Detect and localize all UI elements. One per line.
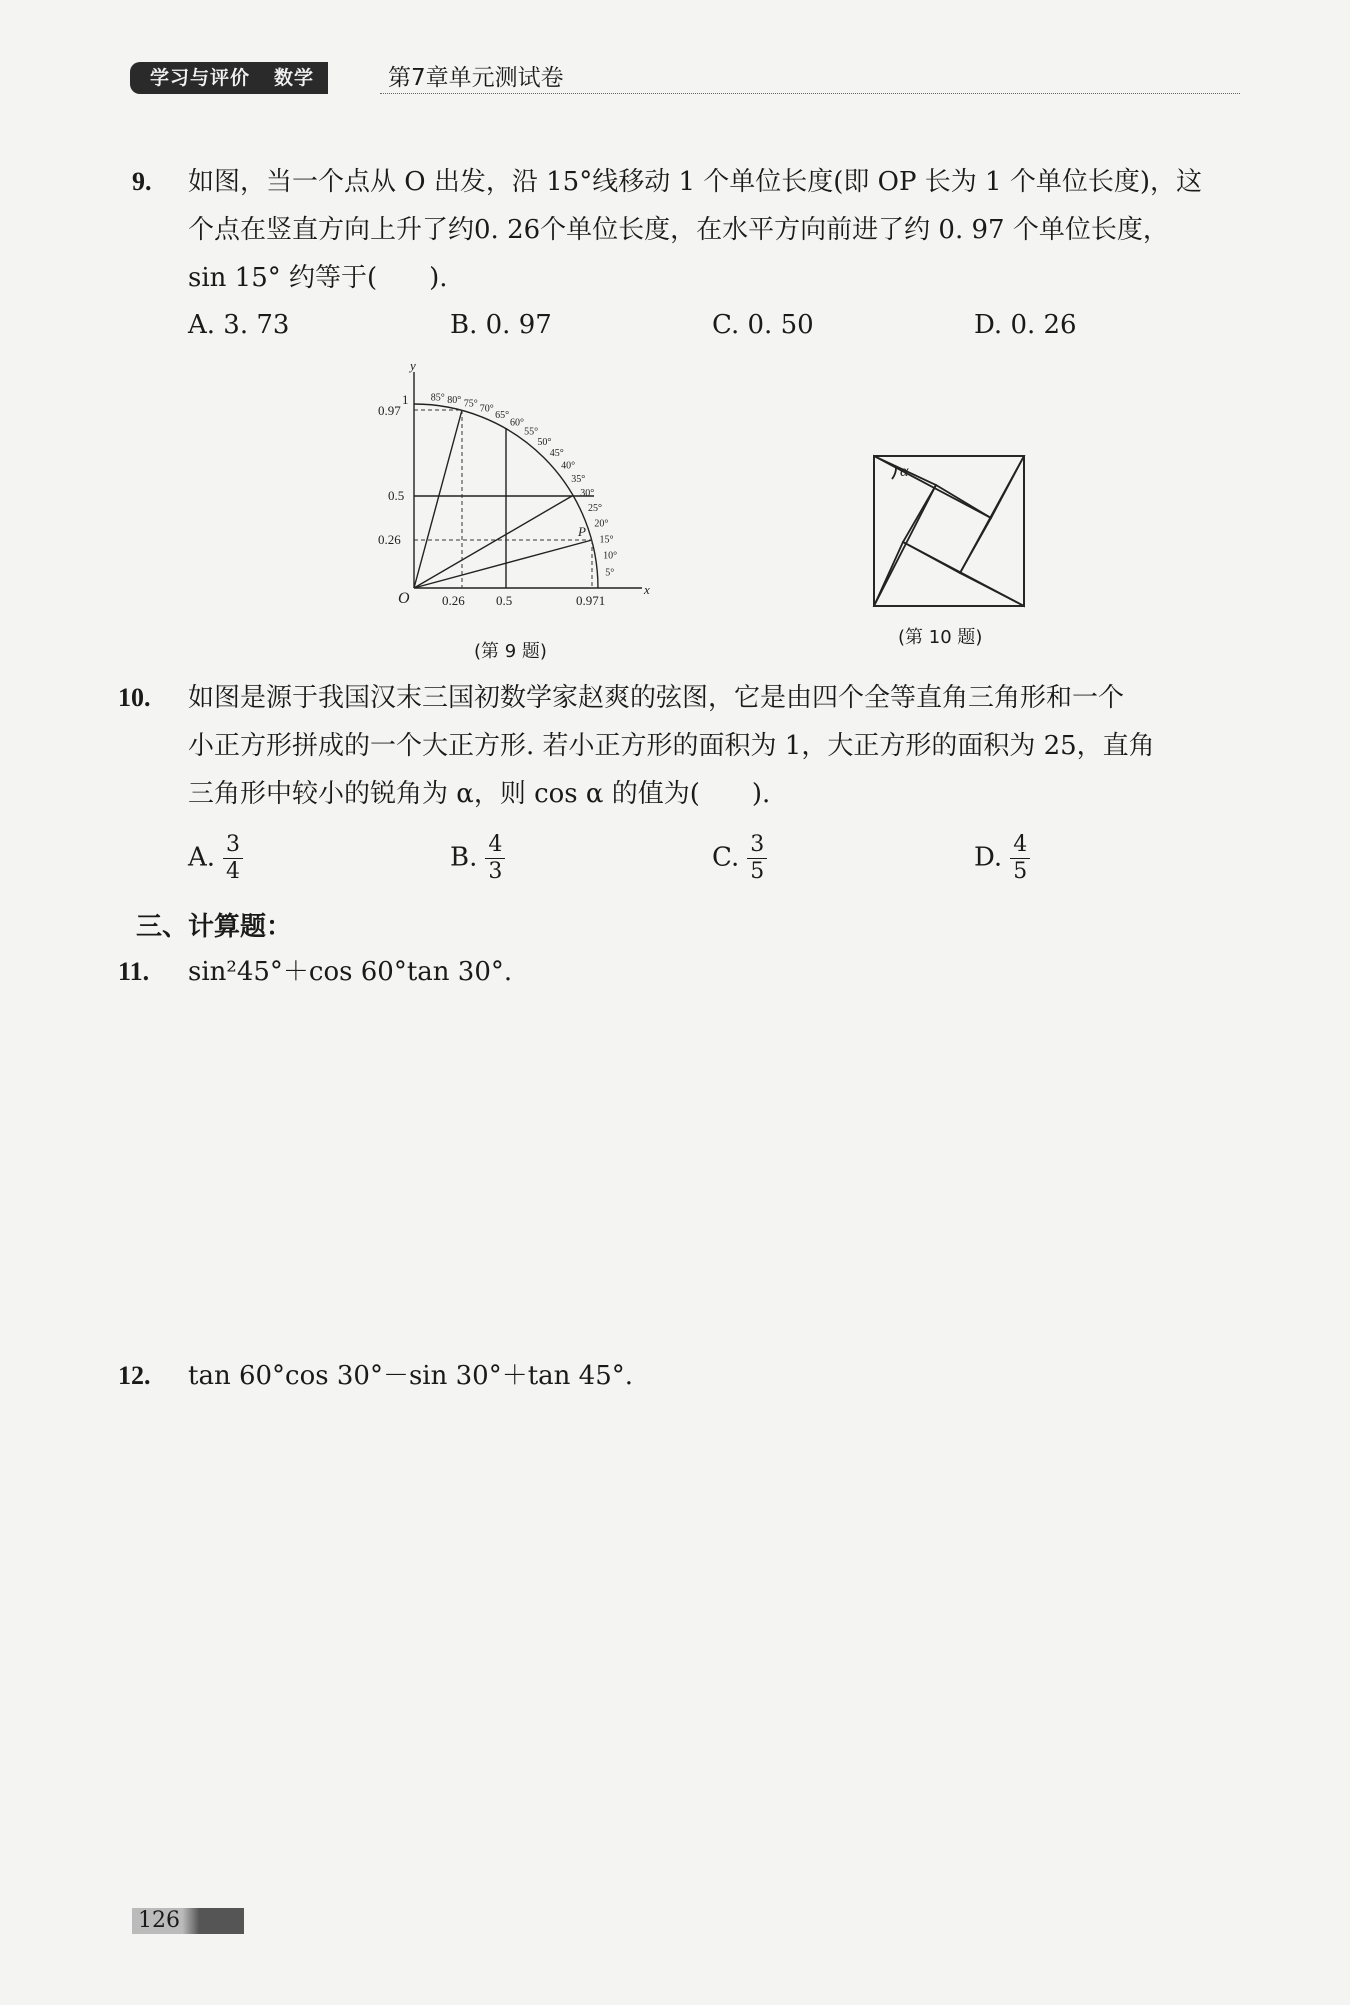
question-11-text: sin²45°＋cos 60°tan 30°.: [188, 957, 513, 987]
x-tick-0971: 0.971: [576, 593, 606, 608]
x-tick-026: 0.26: [442, 593, 465, 608]
option-b: B. 0. 97: [450, 310, 552, 340]
option-letter: D.: [974, 842, 1003, 873]
option-a: [188, 832, 243, 885]
angle-label: 10°: [603, 550, 618, 562]
angle-label: 70°: [479, 403, 494, 415]
question-10: [118, 674, 1250, 818]
chapter-title: 第7章单元测试卷: [388, 65, 564, 91]
angle-label: 15°: [599, 534, 614, 546]
numerator: 4: [1010, 832, 1030, 859]
question-11: [118, 948, 1250, 996]
alpha-label: α: [900, 463, 909, 480]
question-10-line-1: 如图是源于我国汉末三国初数学家赵爽的弦图，它是由四个全等直角三角形和一个: [188, 683, 1125, 713]
question-12-text: tan 60°cos 30°－sin 30°＋tan 45°.: [188, 1361, 634, 1391]
denominator: 3: [488, 859, 503, 884]
option-c: C. 0. 50: [712, 310, 814, 340]
question-number: 9.: [132, 167, 152, 196]
line-op: [414, 540, 592, 588]
large-square: [874, 456, 1024, 606]
book-tag: [130, 62, 328, 94]
numerator: 3: [747, 832, 767, 859]
option-d: D. 0. 26: [974, 310, 1077, 340]
option-a: A. 3. 73: [188, 310, 290, 340]
angle-label: 50°: [537, 436, 552, 448]
figure-9-caption: (第 9 题): [474, 641, 547, 662]
question-9-line-3: sin 15° 约等于( ).: [188, 263, 448, 293]
fraction: [223, 832, 243, 885]
y-tick-026: 0.26: [378, 532, 401, 547]
numerator: 4: [485, 832, 505, 859]
question-10-line-2: 小正方形拼成的一个大正方形. 若小正方形的面积为 1，大正方形的面积为 25，直角: [188, 731, 1155, 761]
angle-label: 5°: [605, 567, 615, 579]
option-b: [450, 832, 505, 885]
origin-label: O: [398, 590, 410, 607]
question-number: 10.: [118, 683, 151, 712]
angle-label: 75°: [463, 398, 478, 410]
figure-10-caption: (第 10 题): [898, 627, 983, 648]
denominator: 5: [1013, 859, 1028, 884]
option-letter: B.: [450, 842, 478, 873]
line-75: [414, 410, 462, 588]
subject-title: 数学: [274, 67, 315, 89]
y-tick-05: 0.5: [388, 488, 405, 503]
numerator: 3: [223, 832, 243, 859]
section-heading: 三、计算题：: [136, 912, 293, 942]
question-number: 12.: [118, 1361, 151, 1390]
angle-alpha-arc: [892, 467, 896, 479]
question-10-line-3: 三角形中较小的锐角为 α，则 cos α 的值为( ).: [188, 779, 771, 809]
y-tick-097: 0.97: [378, 403, 401, 418]
option-c: [712, 832, 767, 885]
point-p-label: P: [578, 524, 586, 539]
triangle-bottom: [874, 542, 1024, 606]
option-d: [974, 832, 1030, 885]
triangle-right: [960, 456, 1024, 606]
y-tick-1: 1: [402, 392, 409, 407]
denominator: 5: [750, 859, 765, 884]
fraction: [485, 832, 505, 885]
y-axis-label: y: [410, 360, 416, 373]
angle-label: 30°: [580, 488, 595, 499]
option-letter: A.: [188, 842, 216, 873]
question-9-line-1: 如图，当一个点从 O 出发，沿 15°线移动 1 个单位长度(即 OP 长为 1 个单位长度)，这: [188, 167, 1202, 197]
small-square: [903, 485, 991, 573]
angle-label: 35°: [571, 473, 586, 485]
question-12: [118, 1352, 1250, 1400]
angle-label: 55°: [524, 426, 539, 438]
angle-label: 60°: [510, 417, 524, 429]
page-number: 126: [132, 1908, 244, 1934]
question-9: [132, 158, 1250, 302]
angle-label: 65°: [495, 410, 510, 421]
figure-10: [870, 452, 1030, 612]
line-30: [414, 496, 572, 588]
option-letter: C.: [712, 842, 740, 873]
fraction: [747, 832, 767, 885]
question-number: 11.: [118, 957, 150, 986]
angle-label: 80°: [447, 394, 462, 406]
header-divider: [380, 93, 1240, 94]
figure-9: [370, 360, 660, 610]
question-9-line-2: 个点在竖直方向上升了约0. 26个单位长度，在水平方向前进了约 0. 97 个单位长度，: [188, 215, 1169, 245]
angle-label: 25°: [588, 502, 602, 514]
x-tick-05: 0.5: [496, 593, 513, 608]
fraction: [1010, 832, 1030, 885]
triangle-top: [874, 456, 1024, 518]
angle-label: 85°: [430, 392, 445, 404]
angle-label: 20°: [594, 518, 609, 530]
angle-label: 45°: [549, 448, 564, 460]
book-title: 学习与评价: [150, 67, 251, 89]
page-header: [130, 62, 1240, 96]
denominator: 4: [226, 859, 241, 884]
angle-label: 40°: [561, 460, 576, 472]
x-axis-label: x: [644, 582, 650, 597]
